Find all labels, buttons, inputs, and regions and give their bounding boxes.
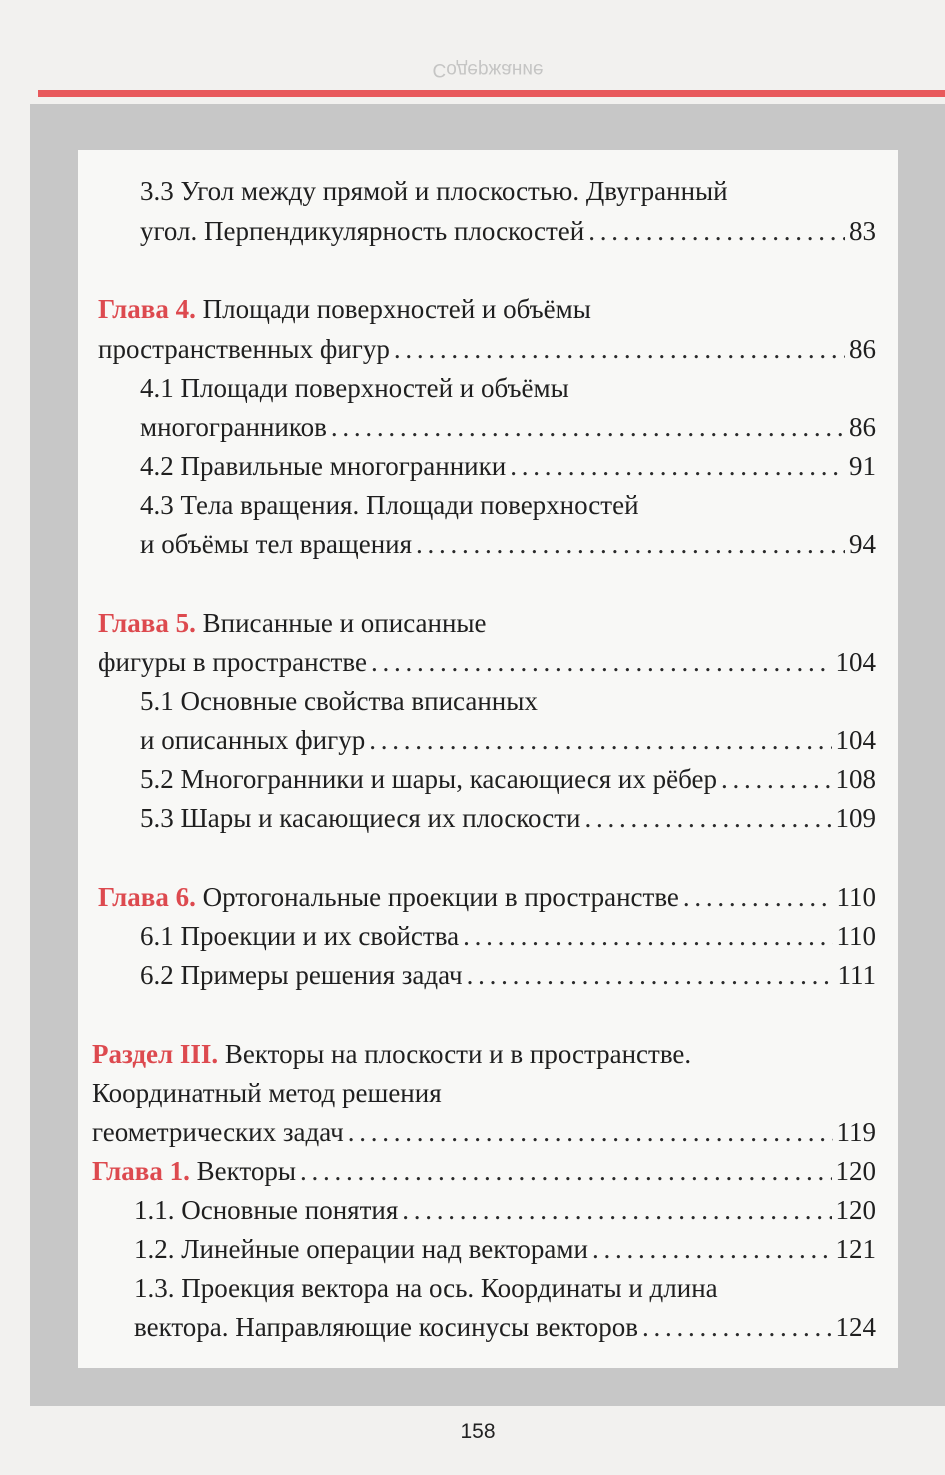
entry-title-line: 3.3 Угол между прямой и плоскостью. Двугранный (140, 176, 728, 206)
entry-leader-line (98, 643, 876, 682)
entry-title: 4.2 Правильные многогранники (140, 451, 507, 481)
entry-leader-line (140, 721, 876, 760)
entry-title: фигуры в пространстве (98, 647, 367, 677)
entry-title: 6.2 Примеры решения задач (140, 960, 463, 990)
entry-title: Ортогональные проекции в пространстве (202, 882, 679, 912)
entry-title: 5.3 Шары и касающиеся их плоскости (140, 803, 581, 833)
entry-title: пространственных фигур (98, 334, 390, 364)
entry-page: 86 (849, 334, 876, 364)
entry-page: 111 (837, 960, 876, 990)
entry-page: 104 (835, 725, 876, 755)
entry-page: 121 (835, 1234, 876, 1264)
entry-title: и описанных фигур (140, 725, 366, 755)
header-rule (38, 90, 945, 97)
entry-title: вектора. Направляющие косинусы векторов (134, 1312, 638, 1342)
entry-leader-line (140, 212, 876, 251)
entry-leader-line (140, 956, 876, 995)
entry-leader-line (140, 799, 876, 838)
entry-page: 110 (836, 921, 876, 951)
entry-title-line: Координатный метод решения (92, 1078, 442, 1108)
entry-title-line: 4.3 Тела вращения. Площади поверхностей (140, 490, 639, 520)
entry-title: 5.2 Многогранники и шары, касающиеся их рёбер (140, 764, 717, 794)
entry-leader-line (140, 917, 876, 956)
entry-page: 119 (836, 1117, 876, 1147)
entry-leader-line (140, 408, 876, 447)
entry-page: 124 (835, 1312, 876, 1342)
entry-title: 1.1. Основные понятия (134, 1195, 399, 1225)
entry-title: Векторы (196, 1156, 296, 1186)
entry-page: 120 (835, 1156, 876, 1186)
chapter-label: Глава 4. (98, 294, 196, 324)
entry-leader-line (98, 330, 876, 369)
entry-title-line: 4.1 Площади поверхностей и объёмы (140, 373, 569, 403)
chapter-label: Глава 1. (92, 1156, 190, 1186)
entry-title-line: Вписанные и описанные (202, 608, 487, 638)
entry-title: многогранников (140, 412, 327, 442)
entry-page: 83 (849, 216, 876, 246)
entry-page: 120 (835, 1195, 876, 1225)
entry-page: 91 (849, 451, 876, 481)
entry-leader-line (92, 1152, 876, 1191)
entry-page: 110 (836, 882, 876, 912)
entry-leader-line (134, 1230, 876, 1269)
entry-leader-line (134, 1191, 876, 1230)
entry-title: 1.2. Линейные операции над векторами (134, 1234, 588, 1264)
entry-title-line: Векторы на плоскости и в пространстве. (224, 1039, 692, 1069)
entry-title: 6.1 Проекции и их свойства (140, 921, 460, 951)
section-label: Раздел III. (92, 1039, 219, 1069)
chapter-label: Глава 5. (98, 608, 196, 638)
entry-leader-line (140, 447, 876, 486)
entry-page: 108 (835, 764, 876, 794)
chapter-label: Глава 6. (98, 882, 196, 912)
entry-leader-line (98, 878, 876, 917)
entry-leader-line (92, 1113, 876, 1152)
entry-title: угол. Перпендикулярность плоскостей (140, 216, 585, 246)
entry-title: геометрических задач (92, 1117, 344, 1147)
entry-leader-line (134, 1308, 876, 1347)
page-number: 158 (460, 1420, 496, 1443)
entry-title-line: 5.1 Основные свойства вписанных (140, 686, 538, 716)
running-head: Содержание (432, 59, 544, 80)
entry-page: 94 (849, 529, 876, 559)
entry-title: и объёмы тел вращения (140, 529, 413, 559)
entry-page: 104 (835, 647, 876, 677)
entry-title-line: Площади поверхностей и объёмы (202, 294, 591, 324)
entry-page: 109 (835, 803, 876, 833)
entry-title-line: 1.3. Проекция вектора на ось. Координаты и длина (134, 1273, 718, 1303)
entry-page: 86 (849, 412, 876, 442)
table-of-contents (78, 150, 898, 1368)
entry-leader-line (140, 525, 876, 564)
entry-leader-line (140, 760, 876, 799)
